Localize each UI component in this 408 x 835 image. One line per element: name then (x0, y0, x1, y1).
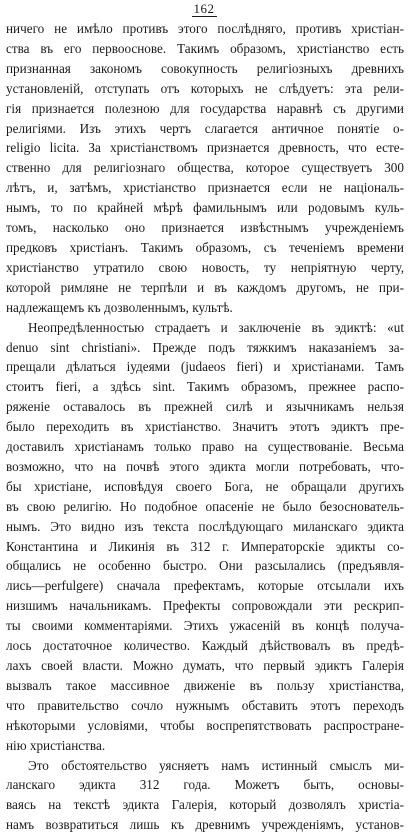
text-line: Это обстоятельство уясняетъ намъ истинный смыслъ ми- (28, 757, 404, 773)
text-line: religio licita. За христіанствомъ признается древность, что есте- (6, 140, 404, 156)
body-text (6, 19, 404, 835)
page-number: 162 (193, 1, 215, 16)
text-line: христіанство утратило свою новость, ту непріятную черту, (6, 259, 404, 275)
text-line: бы христіане, исповѣдуя своего Бога, не обращали другихъ (6, 478, 404, 494)
text-line: ничего не имѣло противъ этого послѣдняго, противъ христіан- (6, 21, 404, 36)
text-line: лѣтъ, и, затѣмъ, христіанство признается если не національ- (6, 180, 404, 196)
text-line: томъ, насколько оно признается извѣстнымъ учрежденіемъ (6, 220, 404, 236)
text-line: намъ возвратиться лишь къ древнимъ учрежденіямъ, установ- (6, 817, 404, 833)
text-line: установленій, отступать отъ которыхъ не слѣдуетъ: эта рели- (6, 80, 404, 96)
text-line: признанная закономъ совокупность религіозныхъ древнихъ (6, 60, 404, 76)
text-line: въ свою религію. Но подобное опасеніе не было безоснователь- (6, 498, 404, 514)
text-line: общались не особенно быстро. Они разсылались (предъявля- (6, 558, 404, 574)
text-line: нію христіанства. (6, 737, 106, 753)
text-line: доставилъ христіанамъ только право на существованіе. Весьма (6, 439, 404, 455)
text-line: надлежащемъ къ дозволеннымъ, культѣ. (6, 299, 233, 315)
text-line: было переходить въ христіанство. Значитъ этотъ эдиктъ пре- (6, 419, 404, 435)
text-line: ваясь на текстѣ эдикта Галерія, который дозволялъ христіа- (6, 797, 404, 813)
text-line: denuo sint christiani». Прежде подъ тяжкимъ наказаніемъ за- (6, 339, 404, 355)
text-line: низшимъ начальникамъ. Префекты сопровождали эти рескрип- (6, 598, 404, 614)
text-line: прещали дѣлаться іудеями (judaeos fieri) и христіанами. Тамъ (6, 359, 404, 375)
text-line: лось достаточное количество. Каждый дѣйствовалъ въ предѣ- (6, 638, 404, 654)
text-line: Неопредѣленностью страдаетъ и заключеніе въ эдиктѣ: «ut (28, 319, 404, 335)
text-line: нымъ, то по крайней мѣрѣ фамильнымъ или родовымъ куль- (6, 200, 404, 216)
text-line: гія признается полезною для государства наравнѣ съ другими (6, 100, 404, 116)
text-line: нымъ. Это видно изъ текста послѣдующаго миланскаго эдикта (6, 518, 404, 534)
text-line: вызвалъ такое массивное движеніе въ пользу христіанства, (6, 677, 404, 693)
text-line: возможно, что на почвѣ этого эдикта могли потребовать, что- (6, 458, 404, 474)
text-line: Константина и Ликинія въ 312 г. Императорскіе эдикты со- (6, 538, 404, 554)
text-line: лись—perfulgere) сначала префектамъ, которые отсылали ихъ (6, 578, 404, 594)
text-line: ряженіе оставалось въ прежней силѣ и язычникамъ нельзя (6, 399, 404, 415)
text-line: лахъ своей власти. Можно думать, что первый эдиктъ Галерія (6, 658, 404, 673)
text-line: стоитъ fieri, а здѣсь sint. Такимъ образомъ, прежнее распо- (6, 379, 404, 395)
text-line: предковъ христіанъ. Такимъ образомъ, съ теченіемъ времени (6, 239, 404, 255)
text-line: ства въ его первооснове. Такимъ образомъ, христіанство есть (6, 40, 404, 56)
text-line: нѣкоторыми условіями, чтобы воспрепятствовать распростране- (6, 717, 404, 733)
text-line: ственно для религіознаго общества, которое существуетъ 300 (6, 160, 404, 176)
text-line: что правительство сочло нужнымъ обставить этотъ переходъ (6, 697, 404, 713)
text-line: ланскаго эдикта 312 года. Можетъ быть, основы- (6, 777, 404, 793)
text-line: ты своими комментаріями. Этихъ ужасеній въ концѣ получа- (6, 618, 404, 634)
text-line: религіями. Изъ этихъ чертъ слагается античное понятіе о- (6, 120, 404, 136)
text-line: которой римляне не терпѣли и въ каждомъ другомъ, не при- (6, 279, 404, 295)
